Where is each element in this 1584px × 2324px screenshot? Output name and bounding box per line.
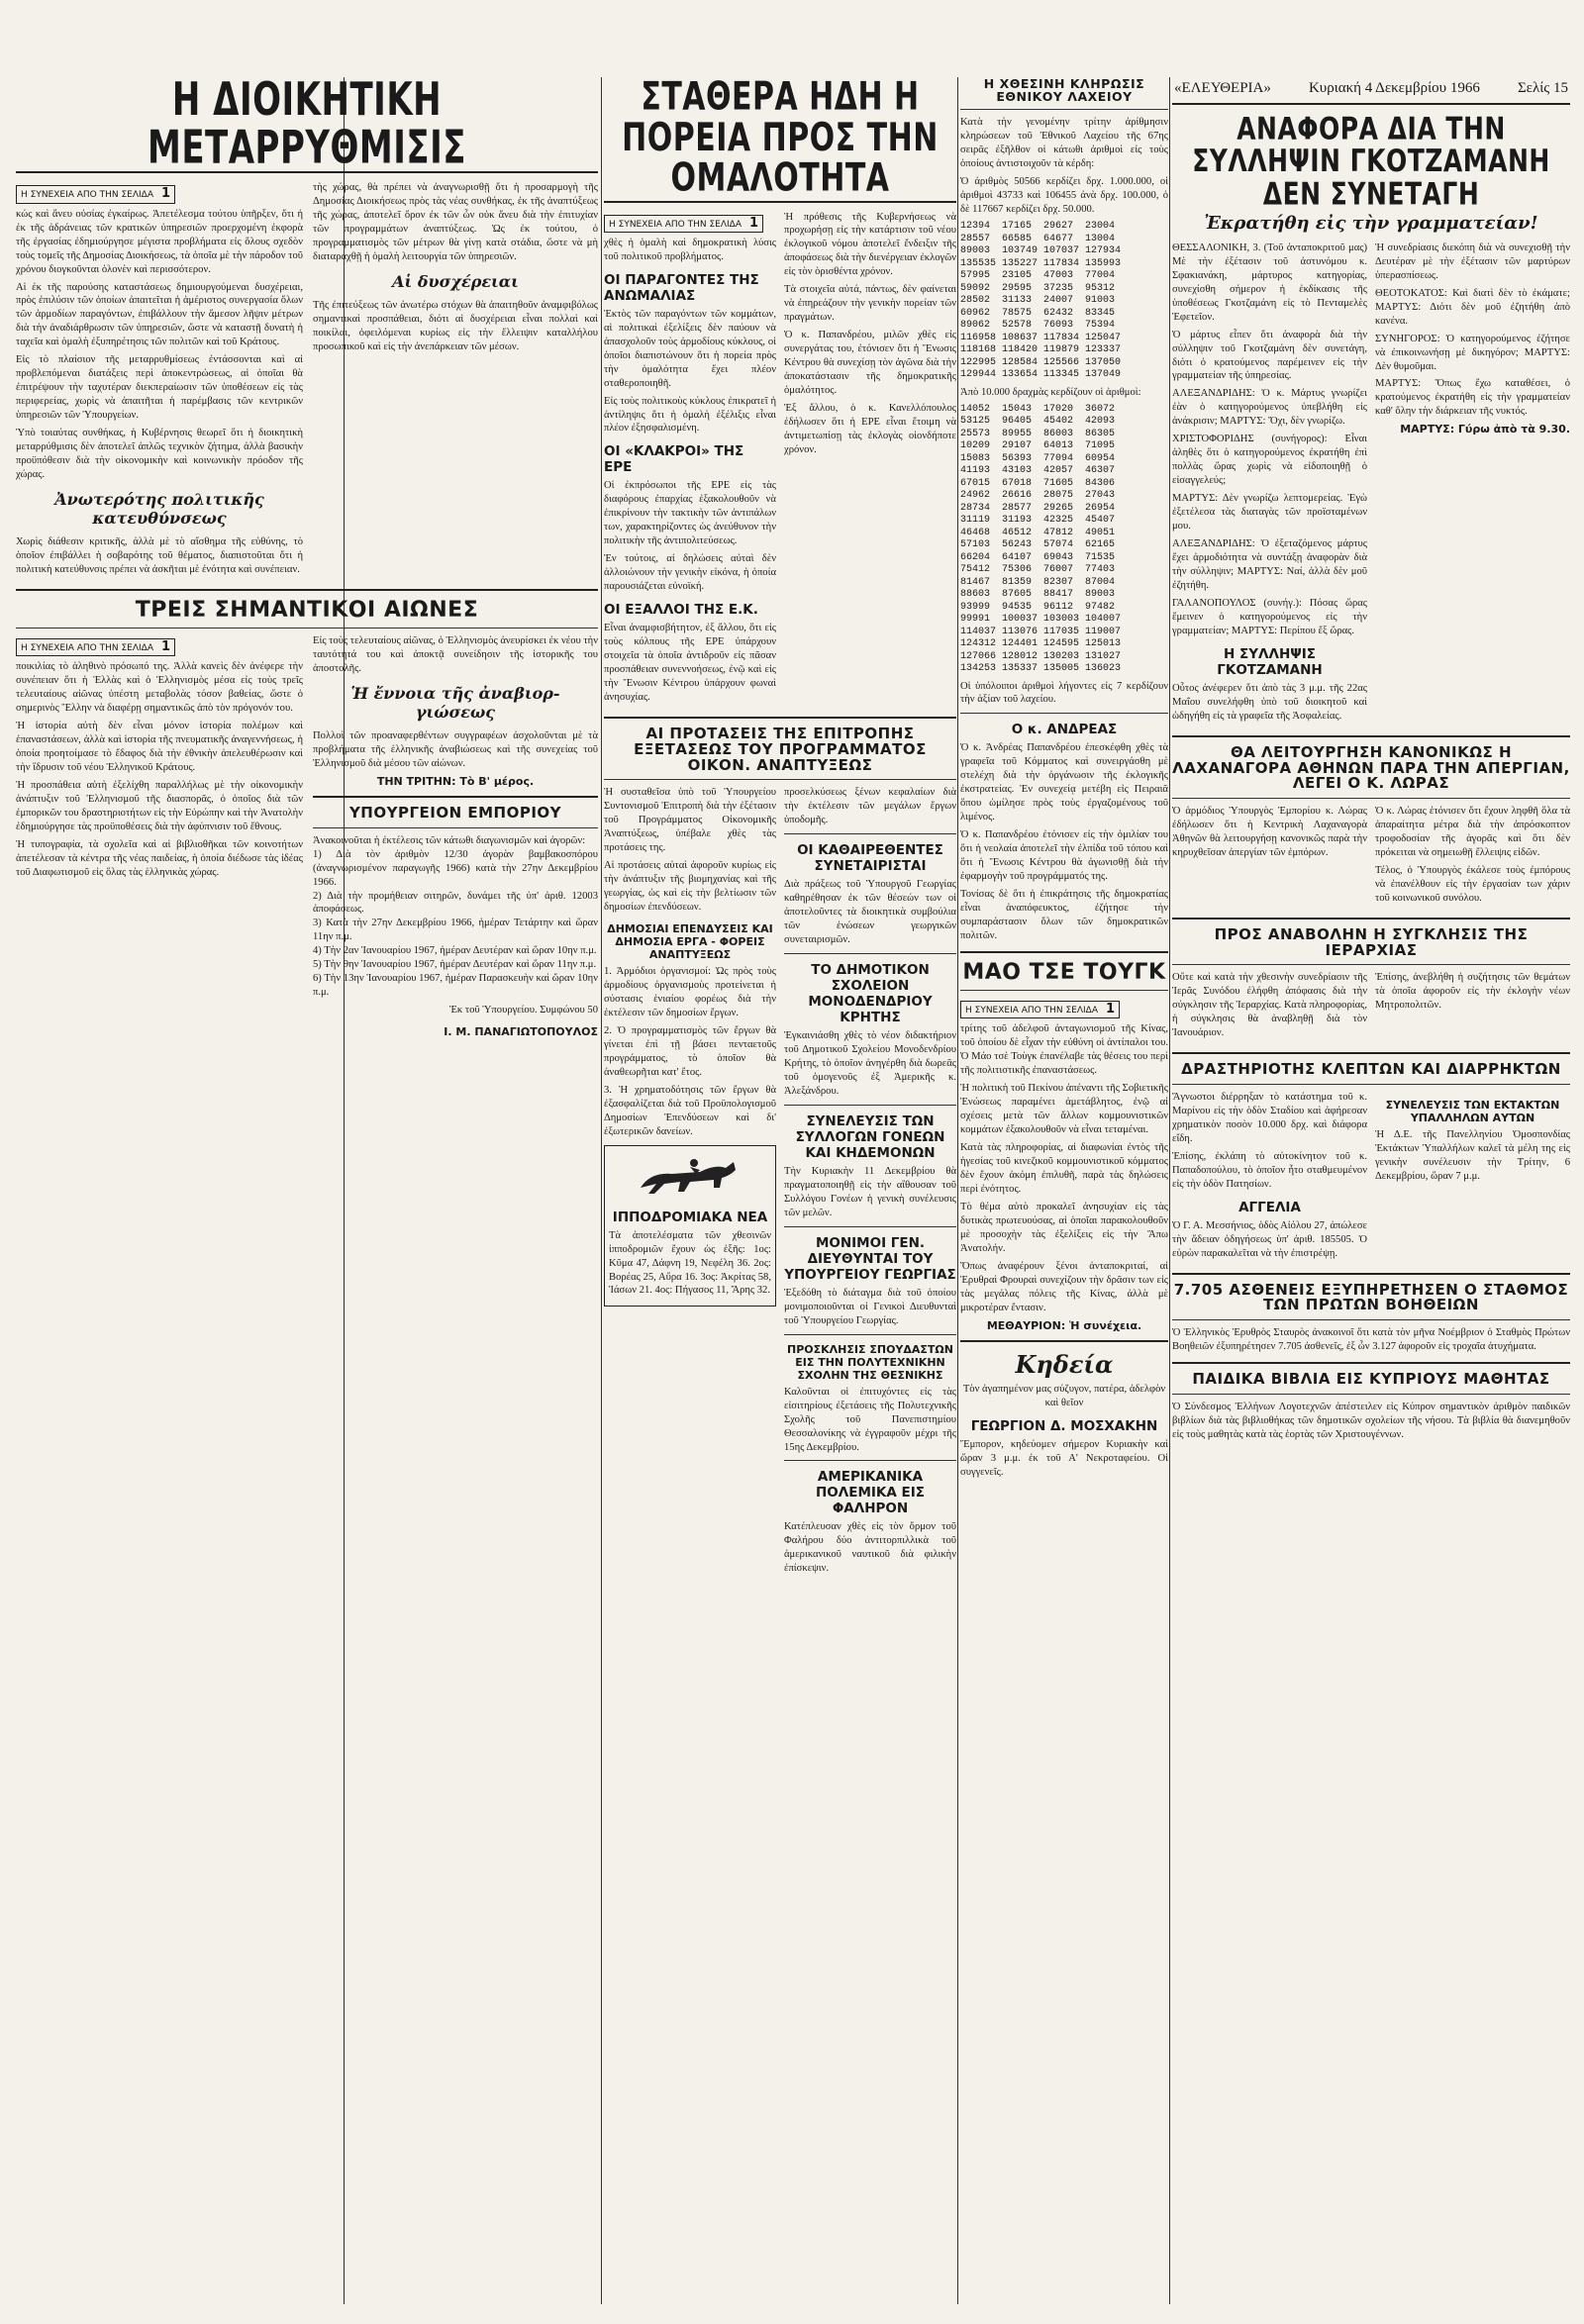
continuation-badge: Η ΣΥΝΕΧΕΙΑ ΑΠΟ ΤΗΝ ΣΕΛΙΔΑ 1 [16,185,175,203]
article-paragraph: Ἐκτὸς τῶν παραγόντων τῶν κομμάτων, αἱ πολιτικαὶ ἐξελίξεις δὲν παύουν νὰ ἀπασχολοῦν τοὺς ἀρμοδίους κύκλους, οἱ ὁποῖοι διαπιστώνουν ὅτι ἡ πορεία πρὸς τὴν ὁμαλότητα ἔχει πλέον σταθεροποιηθῆ. [604,308,776,389]
article-paragraph: Ὁ ἀριθμὸς 50566 κερδίζει δρχ. 1.000.000, οἱ ἀριθμοὶ 43733 καὶ 106455 ἀνὰ δρχ. 100.000, ὁ δὲ 117667 κερδίζει δρχ. 50.000. [960,176,1168,216]
article-paragraph: 3. Ἡ χρηματοδότησις τῶν ἔργων θὰ ἐξασφαλίζεται διὰ τοῦ Προϋπολογισμοῦ Δημοσίων Ἐπενδύσεων καὶ δι' ἐξωτερικῶν δανείων. [604,1084,776,1137]
divider [16,628,598,629]
article-paragraph: Ἐξεδόθη τὸ διάταγμα διὰ τοῦ ὁποίου μονιμοποιοῦνται οἱ Γενικοὶ Διευθυνταὶ τοῦ Ὑπουργείου Γεωργίας. [784,1287,956,1326]
article-column-a [16,181,303,581]
article-paragraph: Ὁ κ. Λώρας ἐτόνισεν ὅτι ἔχουν ληφθῆ ὅλα τὰ ἀπαραίτητα μέτρα διὰ τὴν ἀπρόσκοπτον τροφοδοσίαν τῆς ἀγορᾶς καὶ ὅτι δὲν πρόκειται νὰ σημειωθῇ ἔλλειψις εἰδῶν. [1375,806,1570,858]
article-paragraph: Τῆς ἐπιτεύξεως τῶν ἀνωτέρω στόχων θὰ ἀπαιτηθοῦν ἀναμφιβόλως σημαντικαὶ προσπάθειαι, διότι αἱ δυσχέρειαι εἶναι πολλαὶ καὶ ποικίλαι, ὀφειλόμεναι κυρίως εἰς τὴν ἔλλειψιν καταλλήλου προσωπικοῦ καὶ εἰς τὴν ἀνεπάρκειαν τῶν μέσων. [313,300,598,353]
subheading: Ο κ. ΑΝΔΡΕΑΣ [1011,722,1118,738]
article-paragraph: Τονίσας δὲ ὅτι ἡ ἐπικράτησις τῆς δημοκρατίας εἶναι ἀναπόφευκτος, ἐζήτησε τὴν συμπαράστασιν ὅλων τῶν δημοκρατικῶν πολιτῶν. [960,889,1168,942]
subheading: Ἀνωτερότης πολιτικῆς κατευθύνσεως [54,490,264,529]
article-byline: Ι. Μ. ΠΑΝΑΓΙΩΤΟΠΟΥΛΟΣ [444,1025,598,1039]
divider [1172,918,1570,920]
article-paragraph: Ἐξ ἄλλου, ὁ κ. Κανελλόπουλος ἐδήλωσεν ὅτι ἡ ΕΡΕ εἶναι ἕτοιμη νὰ ἀντιμετωπίσῃ τὰς ἐκλογὰς οἱονδήποτε χρόνον. [784,403,956,455]
subheading: ΜΟΝΙΜΟΙ ΓΕΝ. ΔΙΕΥΘΥΝΤΑΙ ΤΟΥ ΥΠΟΥΡΓΕΙΟΥ ΓΕΩΡΓΙΑΣ [784,1234,956,1283]
article-column-b [784,786,956,1580]
subheading: ΣΥΝΕΛΕΥΣΙΣ ΤΩΝ ΕΚΤΑΚΤΩΝ ΥΠΑΛΛΗΛΩΝ ΑΥΤΩΝ [1385,1098,1560,1124]
article-column-b [1375,242,1570,727]
article-column-a [16,634,303,1021]
article-paragraph: Ἄγνωστοι διέρρηξαν τὸ κατάστημα τοῦ κ. Μαρίνου εἰς τὴν ὁδὸν Σταδίου καὶ ἀφήρεσαν χρηματικὸν ποσὸν 10.000 δρχ. καὶ διάφορα εἴδη. [1172,1091,1367,1144]
column-lottery [960,77,1168,2304]
horse-racing-box [604,1145,776,1307]
article-paragraph: 1. Ἀρμόδιοι ὀργανισμοί: Ὡς πρὸς τοὺς ἀρμοδίους ὀργανισμοὺς προτείνεται ἡ σύστασις ἑνιαίου φορέως διὰ τὴν ἐκτέλεσιν τῶν δημοσίων ἔργων. [604,965,776,1018]
divider [1172,1273,1570,1275]
subheading: ΣΥΝΕΛΕΥΣΙΣ ΤΩΝ ΣΥΛΛΟΓΩΝ ΓΟΝΕΩΝ ΚΑΙ ΚΗΔΕΜΟΝΩΝ [795,1113,945,1161]
funeral-notice-text: Τὸν ἀγαπημένον μας σύζυγον, πατέρα, ἀδελφὸν καὶ θεῖον [962,1383,1166,1408]
subheading: ΟΙ ΠΑΡΑΓΟΝΤΕΣ ΤΗΣ ΑΝΩΜΑΛΙΑΣ [604,271,759,304]
headline-lottery: Η ΧΘΕΣΙΝΗ ΚΛΗΡΩΣΙΣ ΕΘΝΙΚΟΥ ΛΑΧΕΙΟΥ [983,77,1145,105]
divider [784,953,956,954]
lottery-numbers: 14052 15043 17020 36072 53125 96405 45402 42093 25573 89955 86003 86305 10209 29107 64013 71095 15083 56393 77094 60954 41193 43103 42057 46307 67015 67018 71605 84306 24962 26616 28075 27043 28734 28577 29265 26954 31119 31193 42325 45407 46468 46512 47812 49051 57103 56243 57074 62165 66204 64107 69043 71535 75412 75306 76007 77403 81467 81359 82307 87004 88603 87605 88417 89003 93999 94535 96112 97482 99991 100037 103003 104007 114037 113076 117035 119007 124312 124401 124595 125013 127066 128012 130203 131027 134253 135337 135005 136023 [960,403,1122,674]
divider [1172,1362,1570,1364]
article-paragraph: Ὁ Σύνδεσμος Ἑλλήνων Λογοτεχνῶν ἀπέστειλεν εἰς Κύπρον σημαντικὸν ἀριθμὸν παιδικῶν βιβλίων διὰ τὰς βιβλιοθήκας τῶν δημοτικῶν σχολείων τῆς νήσου. Τὰ βιβλία θὰ διανεμηθοῦν εἰς τοὺς μαθητὰς κατὰ τὰς ἑορτὰς τῶν Χριστουγέννων. [1172,1401,1570,1440]
headline-ministry-commerce: ΥΠΟΥΡΓΕΙΟΝ ΕΜΠΟΡΙΟΥ [348,803,562,822]
article-paragraph: τρίτης τοῦ ἀδελφοῦ ἀνταγωνισμοῦ τῆς Κίνας, τοῦ ὁποίου δὲ εἶχαν τὴν εὐθύνη οἱ ἀντίπαλοι του. Ὁ Μάο τσὲ Τοὺγκ ἐπανέλαβε τὰς θέσεις του περὶ τῆς πολιτιστικῆς ἐπαναστάσεως. [960,1023,1168,1077]
article-paragraph: τὴς χώρας, θὰ πρέπει νὰ ἀναγνωρισθῇ ὅτι ἡ προσαρμογὴ τῆς Δημοσίας Διοικήσεως πρὸς τὰς νέας συνθήκας, ἐκ τῆς ἀναπτύξεως τῆς χώρας, ἀποτελεῖ ὄρον ἐκ τῶν ὧν οὐκ ἄνευ διὰ τὴν ἐπιτυχίαν τῶν προγραμμάτων ἀναπτύξεως. Ὡς ἐκ τούτου, ὁ προγραμματισμὸς τῶν μέτρων θὰ γίνῃ κατὰ στάδια, ὥστε νὰ μὴ διαταραχθῇ ἡ ὁμαλὴ λειτουργία τῶν ὑπηρεσιῶν. [313,182,598,263]
article-paragraph: ΘΕΟΤΟΚΑΤΟΣ: Καὶ διατὶ δὲν τὸ ἐκάματε; ΜΑΡΤΥΣ: Διότι δὲν μοῦ ἐζητήθη ἀπὸ κανένα. [1375,287,1570,327]
article-paragraph: Ἡ Δ.Ε. τῆς Πανελληνίου Ὁμοσπονδίας Ἐκτάκτων Ὑπαλλήλων καλεῖ τὰ μέλη της εἰς γενικὴν συνέλευσιν τὴν Τρίτην, 6 Δεκεμβρίου, ὥραν 7 μ.μ. [1375,1128,1570,1182]
divider [960,713,1168,714]
continuation-badge: Η ΣΥΝΕΧΕΙΑ ΑΠΟ ΤΗΝ ΣΕΛΙΔΑ 1 [16,638,175,656]
divider [1172,735,1570,737]
article-paragraph: ΑΛΕΞΑΝΔΡΙΔΗΣ: Ὁ κ. Μάρτυς γνωρίζει ἐὰν ὁ κατηγορούμενος ὑπεβλήθη εἰς ἀνάκρισιν; ΜΑΡΤΥΣ: Ὄχι, δὲν γνωρίζω. [1172,388,1367,428]
article-paragraph: Ἡ συσταθεῖσα ὑπὸ τοῦ Ὑπουργείου Συντονισμοῦ Ἐπιτροπὴ διὰ τὴν ἐξέτασιν τοῦ Προγράμματος Οἰκονομικῆς Ἀναπτύξεως, ὑπέβαλε χθὲς τὰς προτάσεις της. [604,787,776,854]
funeral-notice-name: ΓΕΩΡΓΙΟΝ Δ. ΜΟΣΧΑΚΗΝ [970,1417,1158,1434]
subheading: ΙΠΠΟΔΡΟΜΙΑΚΑ ΝΕΑ [612,1209,768,1225]
subheading: ΤΟ ΔΗΜΟΤΙΚΟΝ ΣΧΟΛΕΙΟΝ ΜΟΝΟΔΕΝΔΡΙΟΥ ΚΡΗΤΗΣ [808,962,933,1026]
article-column-a [604,786,776,1580]
article-paragraph: Αἱ προτάσεις αὐταὶ ἀφοροῦν κυρίως εἰς τὴν ἀνάπτυξιν τῆς βιομηχανίας καὶ τῆς γεωργίας, ὡς καὶ εἰς τὴν βελτίωσιν τῶν δημοσίων ἐπενδύσεων. [604,860,776,914]
divider [1172,1084,1570,1085]
article-paragraph: Εἶναι ἀναμφισβήτητον, ἐξ ἄλλου, ὅτι εἰς τοὺς κόλπους τῆς ΕΡΕ ὑπάρχουν στοιχεῖα τὰ ὁποῖα ἀντιδροῦν εἰς πᾶσαν προσπάθειαν συνεννοήσεως, ἐνῷ καὶ εἰς τὴν Ἕνωσιν Κέντρου ὑπάρχουν φωναὶ ἀνησυχίας. [604,623,776,704]
article-paragraph: Ὁ κ. Παπανδρέου ἐτόνισεν εἰς τὴν ὁμιλίαν του ὅτι ἡ νεολαία ἀποτελεῖ τὴν ἐλπίδα τοῦ τόπου καὶ ὅτι ἡ Ἕνωσις Κέντρου θὰ ἀγωνισθῇ διὰ τὴν ἐφαρμογὴν τοῦ προγράμματός της. [960,829,1168,883]
subheading: ΔΗΜΟΣΙΑΙ ΕΠΕΝΔΥΣΕΙΣ ΚΑΙ ΔΗΜΟΣΙΑ ΕΡΓΑ - ΦΟΡΕΙΣ ΑΝΑΠΤΥΞΕΩΣ [607,921,773,961]
headline-vegetable-market: ΘΑ ΛΕΙΤΟΥΡΓΗΣΗ ΚΑΝΟΝΙΚΩΣ Η ΛΑΧΑΝΑΓΟΡΑ ΑΘΗΝΩΝ ΠΑΡΑ ΤΗΝ ΑΠΕΡΓΙΑΝ, ΛΕΓΕΙ Ο Κ. ΛΩΡΑΣ [1172,742,1570,793]
divider [313,827,598,828]
divider [1172,1319,1570,1320]
article-paragraph: Ἡ προσπάθεια αὐτὴ ἐξελίχθη παραλλήλως μὲ τὴν οἰκονομικὴν ἀνάπτυξιν τοῦ Ἑλληνισμοῦ τῆς διασπορᾶς, ὁ ὁποῖος διὰ τῶν ἐμπορικῶν του δραστηριοτήτων εἰς τὴν Εὐρώπην καὶ τὴν Ἀνατολὴν ἐδημιούργησε τὰς προϋποθέσεις διὰ τὴν ἀφύπνισιν τοῦ ἔθνους. [16,780,303,833]
article-paragraph: ΘΕΣΣΑΛΟΝΙΚΗ, 3. (Τοῦ ἀνταποκριτοῦ μας) Μὲ τὴν ἐξέτασιν τοῦ ἀστυνόμου κ. Σφακιανάκη, μάρτυρος κατηγορίας, συνεχίσθη σήμερον ἡ ἐκδίκασις τῆς ὑποθέσεως Γκοτζαμάνη εἰς τὸ Πενταμελὲς Ἐφετεῖον. [1172,242,1367,323]
article-paragraph: ΑΛΕΞΑΝΔΡΙΔΗΣ: Ὁ ἐξεταζόμενος μάρτυς ἔχει ἀρμοδιότητα νὰ συντάξῃ ἀναφορὰν διὰ τὴν σύλληψιν; ΜΑΡΤΥΣ: Ναί, ἀλλὰ δὲν μοῦ ἐζητήθη. [1172,538,1367,592]
divider [604,717,956,719]
article-paragraph: Ἡ συνεδρίασις διεκόπη διὰ νὰ συνεχισθῇ τὴν Δευτέραν μὲ τὴν ἐξέτασιν τῶν μαρτύρων ὑπερασπίσεως. [1375,242,1570,281]
headline-mao: ΜΑΟ ΤΣΕ ΤΟΥΓΚ [962,960,1166,985]
article-paragraph: Ἐν τούτοις, αἱ δηλώσεις αὐταὶ δὲν ἀλλοιώνουν τὴν γενικὴν εἰκόνα, ἡ ὁποία παρουσιάζεται εὐνοϊκή. [604,553,776,593]
column-politics [604,77,956,2304]
subheading: ΠΡΟΣΚΛΗΣΙΣ ΣΠΟΥΔΑΣΤΩΝ ΕΙΣ ΤΗΝ ΠΟΛΥΤΕΧΝΙΚΗΝ ΣΧΟΛΗΝ ΤΗΣ ΘΕΣΝΙΚΗΣ [787,1342,953,1382]
article-paragraph: Ἐπίσης, ἀνεβλήθη ἡ συζήτησις τῶν θεμάτων τὰ ὁποῖα ἀφοροῦν εἰς τὴν ἐκλογὴν νέων Μητροπολιτῶν. [1375,972,1570,1012]
article-paragraph: Οἱ ἐκπρόσωποι τῆς ΕΡΕ εἰς τὰς διαφόρους ἐπαρχίας ἐξακολουθοῦν νὰ ἐπικρίνουν τὴν τακτικὴν τῶν ἀντιπάλων των, χαρακτηρίζοντες ὡς ἀνεύθυνον τὴν πολιτικὴν τῆς ἀντιπολιτεύσεως. [604,480,776,547]
subheading: Αἱ δυσχέρειαι [392,272,519,292]
article-paragraph: Ὑπὸ τοιαύτας συνθήκας, ἡ Κυβέρνησις θεωρεῖ ὅτι ἡ διοικητικὴ μεταρρύθμισις δὲν ἀποτελεῖ ἁπλῶς τεχνικὸν ζήτημα, ἀλλὰ βασικὴν προϋπόθεσιν διὰ τὴν οἰκονομικὴν καὶ κοινωνικὴν πρόοδον τῆς χώρας. [16,428,303,481]
article-paragraph: Ὁ Γ. Α. Μεσσήνιος, ὁδὸς Αἰόλου 27, ἀπώλεσε τὴν ἄδειαν ὁδηγήσεως ὑπ' ἀριθ. 185505. Ὁ εὑρὼν παρακαλεῖται νὰ τὴν ἐπιστρέψῃ. [1172,1219,1367,1259]
article-paragraph: ΓΑΛΑΝΟΠΟΥΛΟΣ (συνήγ.): Πόσας ὥρας ἔμεινεν ὁ κατηγορούμενος εἰς τὴν γραμματείαν; ΜΑΡΤΥΣ: Περίπου ἕξ ὥρας. [1172,598,1367,636]
article-paragraph: Εἰς τὸ πλαίσιον τῆς μεταρρυθμίσεως ἐντάσσονται καὶ αἱ προβλεπόμεναι διατάξεις περὶ ἀποκεντρώσεως, αἱ ὁποῖαι θὰ ἐπιτρέψουν τὴν ταχυτέραν διεκπεραίωσιν τῶν ὑποθέσεων εἰς τὰς περιφερείας, χωρὶς νὰ ἀπαιτῆται ἡ παρέμβασις τῶν κεντρικῶν ὑπηρεσιῶν τῶν Ὑπουργείων. [16,354,303,422]
article-paragraph: Τὸ θέμα αὐτὸ προκαλεῖ ἀνησυχίαν εἰς τὰς δυτικὰς πρωτευούσας, αἱ ὁποῖαι παρακολουθοῦν μὲ προσοχὴν τὰς ἐξελίξεις εἰς τὴν Ἄπω Ἀνατολήν. [960,1202,1168,1254]
column-rule [1169,77,1170,2304]
subheading: Η ΣΥΛΛΗΨΙΣ ΓΚΟΤΖΑΜΑΝΗ [1217,645,1323,678]
article-paragraph: Κατέπλευσαν χθὲς εἰς τὸν ὅρμον τοῦ Φαλήρου δύο ἀντιτορπιλλικὰ τοῦ ἀμερικανικοῦ ναυτικοῦ διὰ φιλικὴν ἐπίσκεψιν. [784,1521,956,1575]
article-paragraph: Ἀπὸ 10.000 δραχμὰς κερδίζουν οἱ ἀριθμοὶ: [960,386,1141,398]
divider [1172,1394,1570,1395]
headline-administrative-reform: Η ΔΙΟΙΚΗΤΙΚΗ ΜΕΤΑΡΡΥΘΜΙΣΙΣ [147,77,466,175]
headline-hierarchy: ΠΡΟΣ ΑΝΑΒΟΛΗΝ Η ΣΥΓΚΛΗΣΙΣ ΤΗΣ ΙΕΡΑΡΧΙΑΣ [1214,924,1529,959]
article-paragraph: Καλοῦνται οἱ ἐπιτυχόντες εἰς τὰς εἰσιτηρίους ἐξετάσεις τῆς Πολυτεχνικῆς Σχολῆς τοῦ Πανεπιστημίου Θεσσαλονίκης νὰ ἐγγραφοῦν μέχρι τῆς 15ης Δεκεμβρίου. [784,1386,956,1453]
article-paragraph: Ὁ ἁρμόδιος Ὑπουργὸς Ἐμπορίου κ. Λώρας ἐδήλωσεν ὅτι ἡ Κεντρικὴ Λαχαναγορὰ Ἀθηνῶν θὰ λειτουργήσῃ κανονικῶς παρὰ τὴν κηρυχθεῖσαν ἀπεργίαν τῶν ἐμπόρων. [1172,806,1367,858]
divider [960,951,1168,953]
page-number: Σελίς 15 [1517,79,1568,96]
page-folio [1174,77,1568,99]
continuation-note: ΤΗΝ ΤΡΙΤΗΝ: Τὸ Β' μέρος. [376,774,535,788]
article-paragraph: Τὴν Κυριακὴν 11 Δεκεμβρίου θὰ πραγματοποιηθῇ εἰς τὴν αἴθουσαν τοῦ Συλλόγου Γονέων ἡ γενικὴ συνέλευσις τῶν μελῶν. [784,1165,956,1218]
article-paragraph: ΜΑΡΤΥΣ: Δὲν γνωρίζω λεπτομερείας. Ἐγὼ ἐξετέλεσα τὰς διαταγὰς τῶν προϊσταμένων μου. [1172,493,1367,533]
article-paragraph: Πολλοὶ τῶν προαναφερθέντων συγγραφέων ἀσχολοῦνται μὲ τὰ προβλήματα τῆς ἑλληνικῆς ἀναβιώσεως καὶ τῆς συνεχείας τοῦ Ἑλληνισμοῦ διὰ μέσου τῶν αἰώνων. [313,729,598,769]
divider [1172,798,1570,799]
article-paragraph: Ἐγκαινιάσθη χθὲς τὸ νέον διδακτήριον τοῦ Δημοτικοῦ Σχολείου Μονοδενδρίου Κρήτης, τὸ ὁποῖον ἀνηγέρθη διὰ δωρεᾶς τοῦ ὁμογενοῦς ἐξ Ἀμερικῆς κ. Ἀλεξάνδρου. [784,1030,956,1097]
divider [1172,1052,1570,1054]
divider [313,796,598,798]
article-paragraph: Διὰ πράξεως τοῦ Ὑπουργοῦ Γεωργίας καθηρέθησαν ἐκ τῶν θέσεών των οἱ ἀποτελοῦντες τὰ διοικητικὰ συμβούλια τῶν ἑνώσεων γεωργικῶν συνεταιρισμῶν. [784,879,956,946]
divider [960,990,1168,991]
headline-gotzamanis-arrest: ΑΝΑΦΟΡΑ ΔΙΑ ΤΗΝ ΣΥΛΛΗΨΙΝ ΓΚΟΤΖΑΜΑΝΗ ΔΕΝ ΣΥΝΕΤΑΓΗ [1192,110,1550,212]
continuation-badge: Η ΣΥΝΕΧΕΙΑ ΑΠΟ ΤΗΝ ΣΕΛΙΔΑ 1 [960,1001,1120,1018]
article-paragraph: 2. Ὁ προγραμματισμὸς τῶν ἔργων θὰ γίνεται ἐπὶ τῇ βάσει πενταετοῦς προγράμματος, τὸ ὁποῖον θὰ ἀναθεωρῆται κατ' ἔτος. [604,1024,776,1078]
subheading: Ἡ ἔννοια τῆς ἀναβιορ-γιώσεως [350,683,560,722]
divider [960,109,1168,110]
column-left-article [16,77,598,2304]
ministry-signature: Ἐκ τοῦ Ὑπουργείου. Συμφώνου 50 [448,1005,598,1017]
article-column-b [784,211,956,710]
subheading: ΟΙ ΚΑΘΑΙΡΕΘΕΝΤΕΣ ΣΥΝΕΤΑΙΡΙΣΤΑΙ [797,842,943,875]
divider [16,589,598,591]
article-paragraph: ΜΑΡΤΥΣ: Ὅπως ἔχω καταθέσει, ὁ κρατούμενος ἐκρατήθη εἰς τὴν γραμματείαν καθ' ὅλην τὴν διάρκειαν τῆς νυκτός. [1375,378,1570,418]
article-paragraph: Τὰ ἀποτελέσματα τῶν χθεσινῶν ἱπποδρομιῶν ἔχουν ὡς ἑξῆς: 1ος: Κῦμα 47, Δάφνη 19, Νεφέλη 36. 2ος: Βορέας 25, Αὔρα 16. 3ος: Ἀκρίτας 58, Ἰάσων 21. 4ος: Πήγασος 11, Ἄρης 32. [609,1229,771,1297]
article-paragraph: Ἡ πρόθεσις τῆς Κυβερνήσεως νὰ προχωρήσῃ εἰς τὴν κατάρτισιν τοῦ νέου ἐκλογικοῦ νόμου ἀποτελεῖ ἔνδειξιν τῆς ἀποφάσεως διὰ τὴν διενέργειαν ἐκλογῶν εἰς τὸν ὁρισθέντα χρόνον. [784,211,956,278]
divider [1172,964,1570,965]
article-paragraph: Οἱ ὑπόλοιποι ἀριθμοὶ λήγοντες εἰς 7 κερδίζουν τὴν ἀξίαν τοῦ λαχείου. [960,680,1168,706]
article-column-b [313,181,598,581]
headline-development-proposals: ΑΙ ΠΡΟΤΑΣΕΙΣ ΤΗΣ ΕΠΙΤΡΟΠΗΣ ΕΞΕΤΑΣΕΩΣ ΤΟΥ ΠΡΟΓΡΑΜΜΑΤΟΣ ΟΙΚΟΝ. ΑΝΑΠΤΥΞΕΩΣ [634,725,927,774]
article-paragraph: Εἰς τοὺς τελευταίους αἰῶνας, ὁ Ἑλληνισμὸς ἀνευρίσκει ἐκ νέου τὴν ταυτότητά του καὶ ἀποκτᾷ συνείδησιν τῆς ἱστορικῆς του ἀποστολῆς. [313,635,598,675]
article-paragraph: Κατὰ τὰς πληροφορίας, αἱ διαφωνίαι ἐντὸς τῆς ἡγεσίας τοῦ κινεζικοῦ κομμουνιστικοῦ κόμματος δὲν ἔχουν ἀκόμη ἐπιλυθῆ, παρὰ τὰς δηλώσεις περὶ ἐνότητος. [960,1142,1168,1196]
funeral-notice-title: Κηδεία [1015,1349,1114,1379]
headline-thieves: ΔΡΑΣΤΗΡΙΟΤΗΣ ΚΛΕΠΤΩΝ ΚΑΙ ΔΙΑΡΡΗΚΤΩΝ [1181,1060,1561,1079]
headline-steady-course: ΣΤΑΘΕΡΑ ΗΔΗ Η ΠΟΡΕΙΑ ΠΡΟΣ ΤΗΝ ΟΜΑΛΟΤΗΤΑ [622,77,939,201]
article-paragraph: Ὁ κ. Ἀνδρέας Παπανδρέου ἐπεσκέφθη χθὲς τὰ γραφεῖα τοῦ Κόμματος καὶ συνειργάσθη μὲ στελέχη διὰ τὴν ὀργάνωσιν τῆς ἐκλογικῆς ἐκστρατείας. Ἐν συνεχείᾳ μετέβη εἰς Πειραιᾶ ὅπου ὡμίλησε πρὸς τοὺς ἐργαζομένους τοῦ λιμένος. [960,742,1168,823]
subheading: ΟΙ ΕΞΑΛΛΟΙ ΤΗΣ Ε.Κ. [604,602,758,619]
issue-date: Κυριακή 4 Δεκεμβρίου 1966 [1308,79,1480,96]
article-paragraph: Οὔτε καὶ κατὰ τὴν χθεσινὴν συνεδρίασιν τῆς Ἱερᾶς Συνόδου ἐλήφθη ἀπόφασις διὰ τὴν σύγκλησιν τῆς Ἱεραρχίας. Κατὰ πληροφορίας, ἡ σύγκλησις θὰ ἀναβληθῇ διὰ τὸν Ἰανουάριον. [1172,972,1367,1039]
continuation-note: ΜΕΘΑΥΡΙΟΝ: Ἡ συνέχεια. [986,1318,1142,1332]
article-paragraph: Τὰ στοιχεῖα αὐτά, πάντως, δὲν φαίνεται νὰ ἐπηρεάζουν τὴν γενικὴν πορείαν τῶν πραγμάτων. [784,284,956,324]
article-paragraph: Οὗτος ἀνέφερεν ὅτι ἀπὸ τὰς 3 μ.μ. τῆς 22ας Μαΐου συνελήφθη ὑπὸ τοῦ διοικητοῦ καὶ ὡδηγήθη εἰς τὰ γραφεῖα τῆς Ἀσφαλείας. [1172,682,1367,722]
column-rule [601,77,602,2304]
continuation-badge: Η ΣΥΝΕΧΕΙΑ ΑΠΟ ΤΗΝ ΣΕΛΙΔΑ 1 [604,215,763,233]
article-column-a [604,211,776,710]
article-paragraph: ΧΡΙΣΤΟΦΟΡΙΔΗΣ (συνήγορος): Εἶναι ἀληθὲς ὅτι ὁ κατηγορούμενος ἐκρατήθη ἐπὶ πολλὰς ὥρας χωρὶς νὰ εἰδοποιηθῇ ὁ εἰσαγγελεύς; [1172,434,1367,487]
divider [784,833,956,834]
article-column-b [313,634,598,1021]
article-paragraph: Ὁ μάρτυς εἶπεν ὅτι ἀναφορὰ διὰ τὴν σύλληψιν τοῦ Γκοτζαμάνη δὲν συνετάγη, διότι ὁ κρατούμενος παρέμεινεν εἰς τὴν γραμματείαν τῆς ὑπηρεσίας. [1172,329,1367,382]
horse-jockey-icon [631,1154,749,1202]
column-courts [1172,103,1570,2304]
lottery-numbers: 12394 17165 29627 23004 28557 66585 64677 13004 89003 103749 107037 127934 135535 135227 117834 135993 57995 23105 47003 77004 59092 29595 37235 95312 28502 31133 24007 91003 60962 78575 62432 83345 89062 52578 76093 75394 116958 108637 117834 125047 118168 118420 119879 123337 122995 128584 125566 137050 129944 133654 113345 137049 [960,221,1122,381]
article-paragraph: Ὁ Ἑλληνικὸς Ἐρυθρὸς Σταυρὸς ἀνακοινοῖ ὅτι κατὰ τὸν μῆνα Νοέμβριον ὁ Σταθμὸς Πρώτων Βοηθειῶν ἐξυπηρέτησεν 7.705 ἀσθενεῖς, ἐξ ὧν 3.127 ἀφοροῦν εἰς τροχαῖα ἀτυχήματα. [1172,1327,1570,1353]
divider [604,779,956,780]
article-paragraph: Κατὰ τὴν γενομένην τρίτην ἀρίθμησιν κληρώσεων τοῦ Ἐθνικοῦ Λαχείου τῆς 67ης σειρᾶς ἐξῆλθον οἱ κάτωθι ἀριθμοὶ εἰς τοὺς ὁποίους ἀντιστοιχοῦν τὰ κέρδη: [960,117,1168,170]
headline-first-aid: 7.705 ΑΣΘΕΝΕΙΣ ΕΞΥΠΗΡΕΤΗΣΕΝ Ο ΣΤΑΘΜΟΣ ΤΩΝ ΠΡΩΤΩΝ ΒΟΗΘΕΙΩΝ [1173,1280,1569,1314]
article-paragraph: Ἐπίσης, ἐκλάπη τὸ αὐτοκίνητον τοῦ κ. Παπαδοπούλου, τὸ ὁποῖον ἦτο σταθμευμένον εἰς τὴν ὁδὸν Πατησίων. [1172,1150,1367,1190]
subheading: Ἐκρατήθη εἰς τὴν γραμματείαν! [1204,212,1538,234]
article-paragraph: Ἡ τυπογραφία, τὰ σχολεῖα καὶ αἱ βιβλιοθῆκαι τῶν κοινοτήτων ἀπετέλεσαν τὰ κέντρα τῆς νέας παιδείας, ἡ ὁποία διέδωσε τὰς ἰδέας τοῦ Διαφωτισμοῦ εἰς ὅλας τὰς ἑλληνικὰς χώρας. [16,839,303,878]
article-paragraph: προσελκύσεως ξένων κεφαλαίων διὰ τὴν ἐκτέλεσιν τῶν μεγάλων ἔργων ὑποδομῆς. [784,787,956,826]
article-paragraph: ποικιλίας τὸ ἀληθινὸ πρόσωπό της. Ἀλλὰ κανεὶς δὲν ἀνέφερε τὴν συνέπειαν ὅτι ἡ Ἑλλὰς καὶ ὁ Ἑλληνισμὸς μέσα εἰς τοὺς τρεῖς τελευταίους αἰῶνας ὑπέστη μεταβολὰς τόσον βαθείας, ὥστε ὁ σημερινὸς Ἕλλην νὰ διαφέρῃ σημαντικῶς ἀπὸ τὸν πρόγονόν του. [16,661,303,715]
divider [784,1460,956,1461]
article-paragraph: Ὁ κ. Παπανδρέου, μιλῶν χθὲς εἰς συνεργάτας του, ἐτόνισεν ὅτι ἡ Ἕνωσις Κέντρου θὰ συνεχίσῃ τὸν ἀγῶνα διὰ τὴν ἀποκατάστασιν τῆς δημοκρατικῆς ὁμαλότητος. [784,330,956,397]
article-paragraph: Τέλος, ὁ Ὑπουργὸς ἐκάλεσε τοὺς ἐμπόρους νὰ ἐπανέλθουν εἰς τὴν ἐργασίαν των χάριν τοῦ κοινωνικοῦ συνόλου. [1375,864,1570,904]
article-paragraph: Εἰς τοὺς πολιτικοὺς κύκλους ἐπικρατεῖ ἡ ἀντίληψις ὅτι ἡ ὁμαλὴ ἐξέλιξις εἶναι πλέον ἐξησφαλισμένη. [604,395,776,435]
article-paragraph: Ἡ ἱστορία αὐτὴ δὲν εἶναι μόνον ἱστορία πολέμων καὶ ἐπαναστάσεων, ἀλλὰ καὶ ἱστορία τῆς πνευματικῆς ἀναγεννήσεως, ἡ ὁποία προητοίμασε τὸ ἔδαφος διὰ τὴν ἐθνικὴν ἀπελευθέρωσιν καὶ τὴν ἵδρυσιν τοῦ νέου Ἑλληνικοῦ Κράτους. [16,721,303,774]
article-paragraph: κώς καὶ ἄνευ οὐσίας ἐγκαίρως. Ἀπετέλεσμα τούτου ὑπῆρξεν, ὅτι ἡ ἐκ τῆς ἀδράνειας τῶν κρατικῶν ὑπηρεσιῶν προερχομένη ἐκφορὰ τῆς ἐργασίας ἐδημιούργησε μέγιστα προβλήματα εἰς ὅλους σχεδὸν τοὺς τομεῖς τῆς Δημοσίας Διοικήσεως, τὰ ὁποῖα μὲ τὴν πάροδον τοῦ χρόνου διογκοῦνται ὁλονὲν καὶ περισσότερον. [16,208,303,275]
continuation-note: ΜΑΡΤΥΣ: Γύρω ἀπὸ τὰ 9.30. [1400,423,1570,436]
subheading: ΟΙ «ΚΛΑΚΡΟΙ» ΤΗΣ ΕΡΕ [604,443,744,476]
paper-name: «ΕΛΕΥΘΕΡΙΑ» [1174,79,1271,96]
article-paragraph: Ἡ πολιτικὴ τοῦ Πεκίνου ἀπέναντι τῆς Σοβιετικῆς Ἑνώσεως παραμένει ἀμετάβλητος, ἐνῷ αἱ σχέσεις μετὰ τῶν ἄλλων κομμουνιστικῶν κομμάτων ἐξακολουθοῦν νὰ εἶναι τεταμέναι. [960,1083,1168,1136]
headline-children-books: ΠΑΙΔΙΚΑ ΒΙΒΛΙΑ ΕΙΣ ΚΥΠΡΙΟΥΣ ΜΑΘΗΤΑΣ [1192,1370,1550,1389]
divider [784,1226,956,1227]
subheading: ΑΓΓΕΛΙΑ [1238,1199,1301,1215]
divider [960,1340,1168,1342]
divider [1172,103,1570,105]
article-paragraph: χθὲς ἡ ὁμαλὴ καὶ δημοκρατικὴ λύσις τοῦ πολιτικοῦ προβλήματος. [604,237,776,262]
article-paragraph: ΣΥΝΗΓΟΡΟΣ: Ὁ κατηγορούμενος ἐζήτησε νὰ ἐπικοινωνήσῃ μὲ δικηγόρον; ΜΑΡΤΥΣ: Δὲν θυμοῦμαι. [1375,333,1570,372]
column-rule [957,77,958,2304]
ministry-notice: Ἀνακοινοῦται ἡ ἐκτέλεσις τῶν κάτωθι διαγωνισμῶν καὶ ἀγορῶν: 1) Διὰ τὸν ἀριθμὸν 12/30 ἀγορὰν βαμβακοσπόρου (ἀναγνωρισμένον παραγωγῆς 1966) κατὰ τὴν 27ην Δεκεμβρίου 1966. 2) Διὰ τὴν προμήθειαν σιτηρῶν, δυνάμει τῆς ὑπ' ἀριθ. 12003 ἀποφάσεως. 3) Κατὰ τὴν 27ην Δεκεμβρίου 1966, ἡμέραν Τετάρτην καὶ ὥραν 11ην π.μ. 4) Τὴν 2αν Ἰανουαρίου 1967, ἡμέραν Δευτέραν καὶ ὥραν 10ην π.μ. 5) Τὴν 9ην Ἰανουαρίου 1967, ἡμέραν Δευτέραν καὶ ὥραν 11ην π.μ. 6) Τὴν 13ην Ἰανουαρίου 1967, ἡμέραν Παρασκευὴν καὶ ὥραν 10ην π.μ. [313,834,598,999]
funeral-notice-text: Ἔμπορον, κηδεύομεν σήμερον Κυριακὴν καὶ ὥραν 3 μ.μ. ἐκ τοῦ Α' Νεκροταφείου. Οἱ συγγενεῖς. [960,1438,1168,1478]
article-paragraph: Χωρὶς διάθεσιν κριτικῆς, ἀλλὰ μὲ τὸ αἴσθημα τῆς εὐθύνης, τὸ ὁποῖον ἐπιβάλλει ἡ σοβαρότης τοῦ θέματος, διαπιστοῦται ὅτι ἡ πολιτικὴ κατεύθυνσις πρέπει νὰ ἀσκῆται μὲ ἐνότητα καὶ συνέπειαν. [16,536,303,576]
article-paragraph: Ὅπως ἀναφέρουν ξένοι ἀνταποκριταί, αἱ Ἐρυθραὶ Φρουραὶ συνεχίζουν τὴν δρᾶσιν των εἰς τὰς μεγάλας πόλεις τῆς Κίνας, ἀλλὰ μὲ μικροτέραν ἔντασιν. [960,1260,1168,1313]
article-column-a [1172,242,1367,727]
headline-three-centuries: ΤΡΕΙΣ ΣΗΜΑΝΤΙΚΟΙ ΑΙΩΝΕΣ [135,597,479,623]
subheading: ΑΜΕΡΙΚΑΝΙΚΑ ΠΟΛΕΜΙΚΑ ΕΙΣ ΦΑΛΗΡΟΝ [816,1469,925,1517]
divider [784,1334,956,1335]
divider [784,1105,956,1106]
article-paragraph: Αἱ ἐκ τῆς παρούσης καταστάσεως δημιουργούμεναι δυσχέρειαι, πρὸς ἐπιλύσιν τῶν ὁποίων ἀπαιτεῖται ἡ ἀμέριστος συνεργασία ὅλων τῶν ἁρμοδίων παραγόντων, ἐπιβάλλουν τὴν ἄμεσον λῆψιν μέτρων διὰ τὴν ἀναδιάρθρωσιν τῶν ὑπηρεσιῶν, ὥστε νὰ καταστῇ δυνατὴ ἡ ταχεῖα καὶ ὁμαλὴ ἐξυπηρέτησις τῶν πολιτῶν καὶ τοῦ Κράτους. [16,281,303,348]
